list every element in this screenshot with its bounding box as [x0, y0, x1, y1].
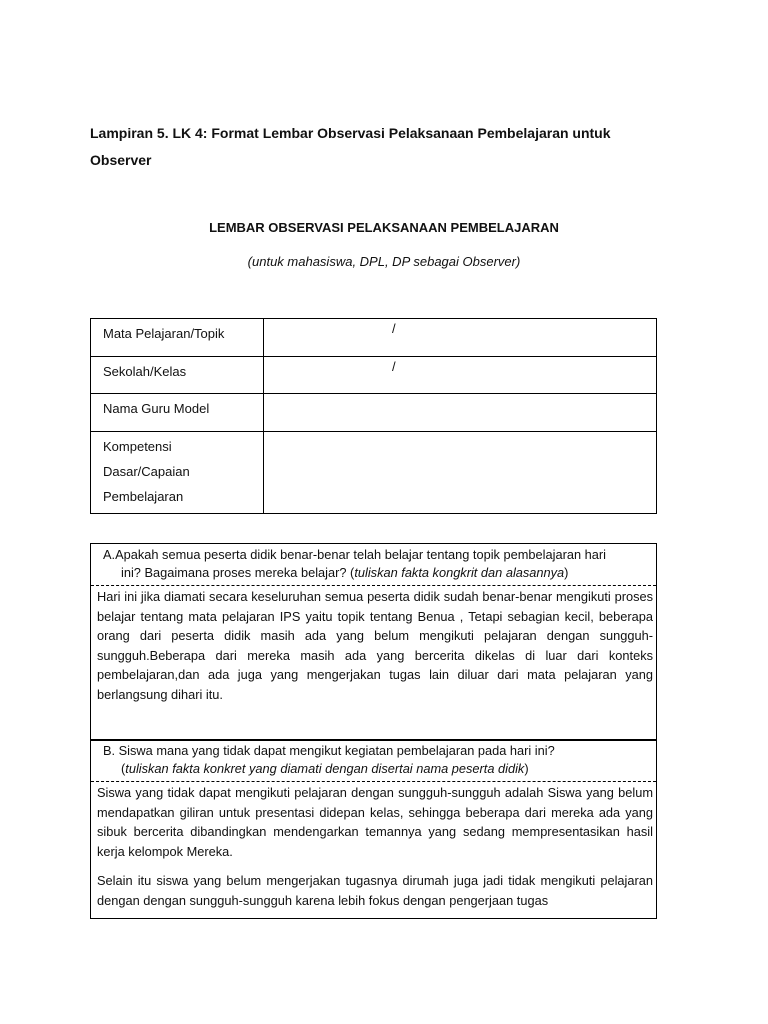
- school-value: /: [392, 359, 396, 374]
- subject-label: Mata Pelajaran/Topik: [91, 319, 264, 357]
- heading-line-2: Observer: [90, 152, 152, 168]
- section-b-question-prefix: (: [121, 761, 126, 776]
- section-a-box: [90, 543, 657, 741]
- subject-value: /: [392, 321, 396, 336]
- competency-label: [91, 432, 264, 514]
- section-a-answer-text: Hari ini jika diamati secara keseluruhan semua peserta didik sudah benar-benar mengikuti proses belajar tentang mata pelajaran IPS yaitu topik tentang Benua , Tetapi sebagian kecil, beberapa orang dari peserta didik masih ada yang belum mengikuti pelajaran dengan sungguh-sungguh.Beberapa dari mereka masih ada yang bercerita dikelas di luar dari konteks pembelajaran,dan ada juga yang mengerjakan tugas lain diluar dari mata pelajaran yang berlangsung dihari itu.: [97, 589, 653, 702]
- form-title: LEMBAR OBSERVASI PELAKSANAAN PEMBELAJARAN: [209, 220, 559, 235]
- competency-label-line-3: Pembelajaran: [103, 489, 184, 504]
- section-a-question: [91, 544, 656, 586]
- competency-value-cell: [264, 432, 657, 514]
- section-b-answer-paragraph-2: Selain itu siswa yang belum mengerjakan tugasnya dirumah juga jadi tidak mengikuti pelajaran dengan dengan sungguh-sungguh karena lebih fokus dengan pengerjaan tugas: [97, 873, 653, 908]
- info-row-subject: [91, 319, 657, 357]
- section-a-question-line-1: A.Apakah semua peserta didik benar-benar telah belajar tentang topik pembelajaran hari: [103, 547, 606, 562]
- school-value-cell: [264, 357, 657, 394]
- competency-label-line-1: Kompetensi: [103, 439, 172, 454]
- school-label: Sekolah/Kelas: [91, 357, 264, 394]
- info-row-teacher: [91, 394, 657, 432]
- document-heading: [90, 120, 690, 174]
- teacher-label: Nama Guru Model: [91, 394, 264, 432]
- section-a-question-suffix: ): [564, 565, 569, 580]
- section-b-question-line-1: B. Siswa mana yang tidak dapat mengikut kegiatan pembelajaran pada hari ini?: [103, 743, 555, 758]
- info-row-school: [91, 357, 657, 394]
- section-b-question: [91, 740, 656, 782]
- section-b-box: [90, 739, 657, 919]
- section-a-question-prefix: ini? Bagaimana proses mereka belajar? (: [121, 565, 355, 580]
- teacher-value-cell: [264, 394, 657, 432]
- competency-label-line-2: Dasar/Capaian: [103, 464, 190, 479]
- section-a-question-line-2: [103, 564, 652, 582]
- section-b-answer-paragraph-1: Siswa yang tidak dapat mengikuti pelajaran dengan sungguh-sungguh adalah Siswa yang belum mendapatkan giliran untuk presentasi didepan kelas, sehingga beberapa dari mereka ada yang sibuk bercerita dibandingkan mendengarkan temannya yang sedang mempresentasikan hasil kerja kelompok Mereka.: [97, 785, 653, 859]
- subject-value-cell: [264, 319, 657, 357]
- section-a-answer: [91, 586, 656, 704]
- info-table: [90, 318, 657, 514]
- info-row-competency: [91, 432, 657, 514]
- form-subtitle: (untuk mahasiswa, DPL, DP sebagai Observer): [247, 254, 521, 269]
- section-b-question-hint: tuliskan fakta konkret yang diamati dengan disertai nama peserta didik: [125, 761, 525, 776]
- section-a-question-hint: tuliskan fakta kongkrit dan alasannya: [354, 565, 565, 580]
- section-b-question-suffix: ): [524, 761, 529, 776]
- section-b-answer: [91, 782, 656, 910]
- section-b-question-line-2: [103, 760, 652, 778]
- heading-line-1: Lampiran 5. LK 4: Format Lembar Observasi Pelaksanaan Pembelajaran untuk: [90, 125, 611, 141]
